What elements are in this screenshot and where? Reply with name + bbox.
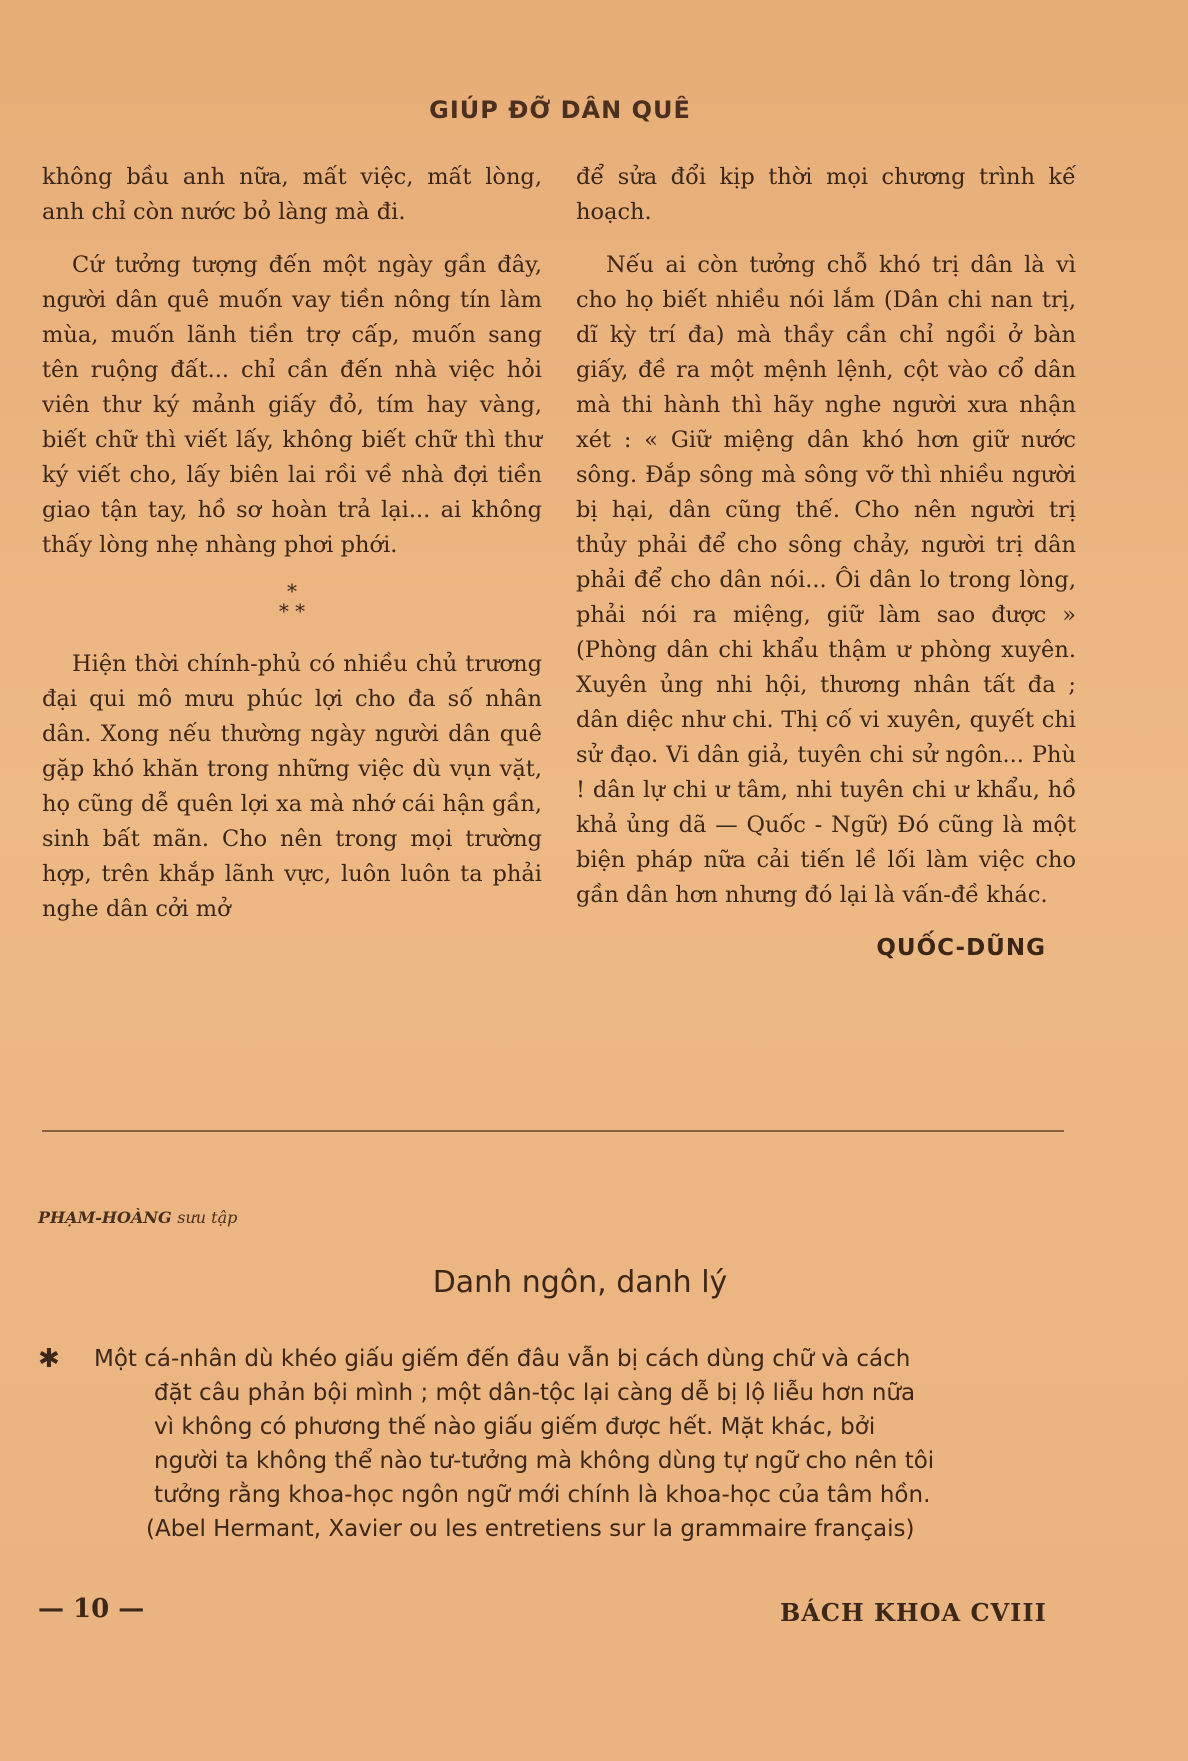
quote-line: đặt câu phản bội mình ; một dân-tộc lại càng dễ bị lộ liễu hơn nữa — [154, 1380, 916, 1406]
article-paragraph: Hiện thời chính-phủ có nhiều chủ trương đại qui mô mưu phúc lợi cho đa số nhân dân. Xong nếu thường ngày người dân quê gặp khó khăn trong những việc dù vụn vặt, họ cũng dễ quên lợi xa mà nhớ cái hận gần, sinh bất mãn. Cho nên trong mọi trường hợp, trên khắp lãnh vực, luôn luôn ta phải nghe dân cởi mở — [42, 651, 542, 922]
compiler-note: sưu tập — [177, 1208, 238, 1227]
article-paragraph: Cứ tưởng tượng đến một ngày gần đây, người dân quê muốn vay tiền nông tín làm mùa, muốn lãnh tiền trợ cấp, muốn sang tên ruộng đất... chỉ cần đến nhà việc hỏi viên thư ký mảnh giấy đỏ, tím hay vàng, biết chữ thì viết lấy, không biết chữ thì thư ký viết cho, lấy biên lai rồi về nhà đợi tiền giao tận tay, hồ sơ hoàn trả lại... ai không thấy lòng nhẹ nhàng phơi phới. — [42, 252, 542, 558]
quote-line: vì không có phương thế nào giấu giếm được hết. Mặt khác, bởi — [154, 1414, 876, 1440]
section-title: Danh ngôn, danh lý — [432, 1265, 728, 1300]
asterisk-bullet-icon: ✱ — [38, 1344, 60, 1374]
quote-body — [94, 1342, 1068, 1546]
publication-name: BÁCH KHOA CVIII — [780, 1598, 1047, 1627]
article-left-column — [42, 160, 542, 945]
quote-citation: (Abel Hermant, Xavier ou les entretiens sur la grammaire français) — [146, 1516, 915, 1542]
section-divider — [42, 1130, 1064, 1132]
quote-line: Một cá-nhân dù khéo giấu giếm đến đâu vẫn bị cách dùng chữ và cách — [94, 1346, 911, 1372]
section-separator: * * * — [278, 579, 306, 623]
running-header: GIÚP ĐỠ DÂN QUÊ — [429, 96, 691, 124]
compiler-credit — [38, 1208, 237, 1227]
article-paragraph: để sửa đổi kịp thời mọi chương trình kế hoạch. — [576, 164, 1076, 225]
article-author: QUỐC-DŨNG — [876, 935, 1046, 961]
quote-line: người ta không thể nào tư-tưởng mà không dùng tự ngữ cho nên tôi — [154, 1448, 935, 1474]
article-right-column — [576, 160, 1076, 966]
page-number: — 10 — — [38, 1594, 145, 1624]
article-paragraph: Nếu ai còn tưởng chỗ khó trị dân là vì cho họ biết nhiều nói lắm (Dân chi nan trị, dĩ kỳ trí đa) mà thầy cần chỉ ngồi ở bàn giấy, đề ra một mệnh lệnh, cột vào cổ dân mà thi hành thì hãy nghe người xưa nhận xét : « Giữ miệng dân khó hơn giữ nước sông. Đắp sông mà sông vỡ thì nhiều người bị hại, dân cũng thế. Cho nên người trị thủy phải để cho sông chảy, người trị dân phải để cho dân nói... Ôi dân lo trong lòng, phải nói ra miệng, giữ làm sao được » (Phòng dân chi khẩu thậm ư phòng xuyên. Xuyên ủng nhi hội, thương nhân tất đa ; dân diệc như chi. Thị cố vi xuyên, quyết chi sử đạo. Vi dân giả, tuyên chi sử ngôn... Phù ! dân lự chi ư tâm, nhi tuyên chi ư khẩu, hồ khả ủng dã — Quốc - Ngữ) Đó cũng là một biện pháp nữa cải tiến lề lối làm việc cho gần dân hơn nhưng đó lại là vấn-đề khác. — [576, 252, 1076, 908]
quote-line: tưởng rằng khoa-học ngôn ngữ mới chính là khoa-học của tâm hồn. — [154, 1482, 931, 1508]
article-paragraph: không bầu anh nữa, mất việc, mất lòng, anh chỉ còn nước bỏ làng mà đi. — [42, 164, 542, 225]
quote-block — [38, 1342, 1068, 1546]
compiler-name: PHẠM-HOÀNG — [38, 1208, 172, 1227]
